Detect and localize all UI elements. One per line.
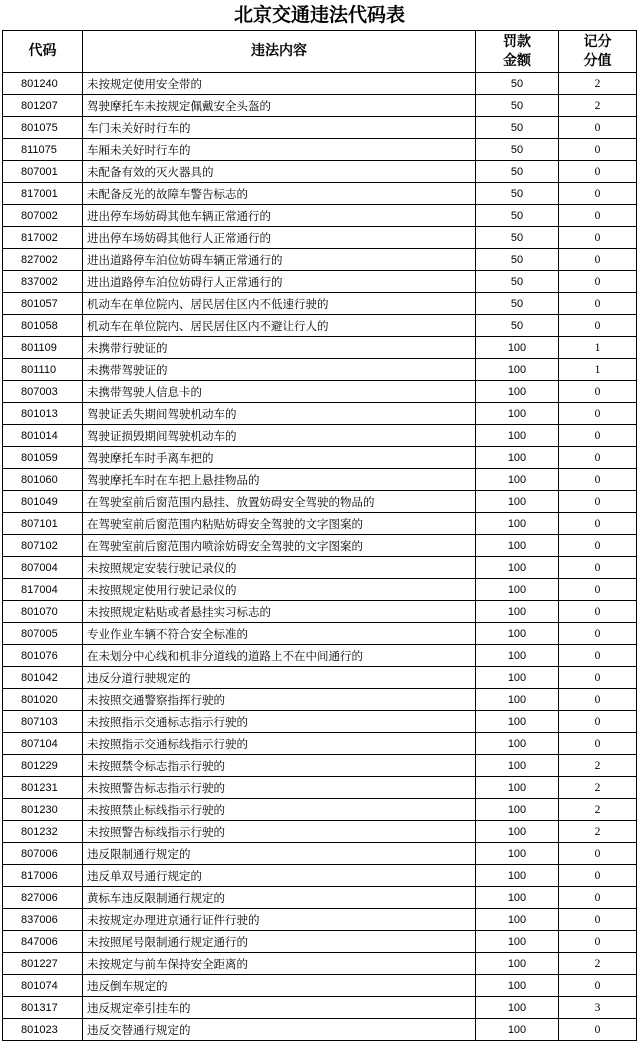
fine-amount: 100 xyxy=(476,755,559,777)
violation-code: 801060 xyxy=(3,469,83,491)
table-row xyxy=(3,997,637,1019)
violation-description: 未按照规定粘贴或者悬挂实习标志的 xyxy=(83,601,476,623)
penalty-points: 0 xyxy=(559,601,637,623)
violation-description: 机动车在单位院内、居民居住区内不低速行驶的 xyxy=(83,293,476,315)
penalty-points: 0 xyxy=(559,975,637,997)
penalty-points: 0 xyxy=(559,117,637,139)
violation-description: 未配备反光的故障车警告标志的 xyxy=(83,183,476,205)
violation-description: 未携带驾驶人信息卡的 xyxy=(83,381,476,403)
fine-amount: 50 xyxy=(476,249,559,271)
violation-code: 817001 xyxy=(3,183,83,205)
fine-amount: 50 xyxy=(476,117,559,139)
violation-description: 未按照规定安装行驶记录仪的 xyxy=(83,557,476,579)
penalty-points: 0 xyxy=(559,733,637,755)
violation-description: 未按照尾号限制通行规定通行的 xyxy=(83,931,476,953)
table-row xyxy=(3,381,637,403)
penalty-points: 2 xyxy=(559,95,637,117)
fine-amount: 100 xyxy=(476,799,559,821)
penalty-points: 0 xyxy=(559,249,637,271)
violation-code: 801109 xyxy=(3,337,83,359)
violation-code: 807002 xyxy=(3,205,83,227)
penalty-points: 0 xyxy=(559,491,637,513)
fine-amount: 100 xyxy=(476,557,559,579)
fine-amount: 50 xyxy=(476,293,559,315)
violation-code: 801231 xyxy=(3,777,83,799)
penalty-points: 0 xyxy=(559,1019,637,1041)
fine-amount: 100 xyxy=(476,733,559,755)
table-row xyxy=(3,711,637,733)
table-row xyxy=(3,227,637,249)
fine-amount: 100 xyxy=(476,645,559,667)
penalty-points: 2 xyxy=(559,755,637,777)
penalty-points: 0 xyxy=(559,887,637,909)
table-row xyxy=(3,777,637,799)
fine-amount: 100 xyxy=(476,777,559,799)
violation-code: 817002 xyxy=(3,227,83,249)
violation-code: 837002 xyxy=(3,271,83,293)
fine-amount: 100 xyxy=(476,909,559,931)
fine-amount: 100 xyxy=(476,403,559,425)
penalty-points: 0 xyxy=(559,403,637,425)
table-row xyxy=(3,733,637,755)
header-code: 代码 xyxy=(3,31,83,73)
penalty-points: 2 xyxy=(559,953,637,975)
violation-description: 机动车在单位院内、居民居住区内不避让行人的 xyxy=(83,315,476,337)
table-row xyxy=(3,755,637,777)
penalty-points: 2 xyxy=(559,799,637,821)
table-row xyxy=(3,425,637,447)
penalty-points: 2 xyxy=(559,821,637,843)
header-row xyxy=(3,31,637,73)
penalty-points: 0 xyxy=(559,689,637,711)
violation-code: 801074 xyxy=(3,975,83,997)
violation-code: 811075 xyxy=(3,139,83,161)
page-title: 北京交通违法代码表 xyxy=(233,4,405,26)
fine-amount: 100 xyxy=(476,931,559,953)
violation-code: 827002 xyxy=(3,249,83,271)
table-row xyxy=(3,513,637,535)
header-fine-line1: 罚款 xyxy=(503,33,531,50)
table-row xyxy=(3,821,637,843)
penalty-points: 0 xyxy=(559,425,637,447)
violation-description: 驾驶证丢失期间驾驶机动车的 xyxy=(83,403,476,425)
penalty-points: 0 xyxy=(559,865,637,887)
penalty-points: 0 xyxy=(559,381,637,403)
violation-description: 驾驶摩托车未按规定佩戴安全头盔的 xyxy=(83,95,476,117)
fine-amount: 100 xyxy=(476,381,559,403)
violation-description: 违反交替通行规定的 xyxy=(83,1019,476,1041)
fine-amount: 100 xyxy=(476,997,559,1019)
violation-description: 专业作业车辆不符合安全标准的 xyxy=(83,623,476,645)
fine-amount: 100 xyxy=(476,491,559,513)
fine-amount: 100 xyxy=(476,447,559,469)
violation-code: 801014 xyxy=(3,425,83,447)
violation-code: 807103 xyxy=(3,711,83,733)
fine-amount: 100 xyxy=(476,975,559,997)
penalty-points: 1 xyxy=(559,337,637,359)
fine-amount: 50 xyxy=(476,161,559,183)
fine-amount: 100 xyxy=(476,425,559,447)
violation-description: 车厢未关好时行车的 xyxy=(83,139,476,161)
violation-code: 817006 xyxy=(3,865,83,887)
table-row xyxy=(3,73,637,95)
violation-description: 未按照指示交通标线指示行驶的 xyxy=(83,733,476,755)
table-row xyxy=(3,667,637,689)
table-row xyxy=(3,469,637,491)
fine-amount: 100 xyxy=(476,623,559,645)
table-row xyxy=(3,843,637,865)
table-row xyxy=(3,315,637,337)
violation-code: 801057 xyxy=(3,293,83,315)
fine-amount: 100 xyxy=(476,601,559,623)
violation-description: 进出停车场妨碍其他车辆正常通行的 xyxy=(83,205,476,227)
penalty-points: 0 xyxy=(559,909,637,931)
violation-description: 未按照交通警察指挥行驶的 xyxy=(83,689,476,711)
violation-description: 未携带行驶证的 xyxy=(83,337,476,359)
table-row xyxy=(3,1019,637,1041)
penalty-points: 0 xyxy=(559,931,637,953)
violation-description: 车门未关好时行车的 xyxy=(83,117,476,139)
table-row xyxy=(3,689,637,711)
violation-code: 801075 xyxy=(3,117,83,139)
table-row xyxy=(3,249,637,271)
violation-code: 801232 xyxy=(3,821,83,843)
table-row xyxy=(3,953,637,975)
violation-description: 进出停车场妨碍其他行人正常通行的 xyxy=(83,227,476,249)
fine-amount: 100 xyxy=(476,513,559,535)
fine-amount: 100 xyxy=(476,535,559,557)
penalty-points: 0 xyxy=(559,293,637,315)
table-row xyxy=(3,447,637,469)
violation-description: 违反规定牵引挂车的 xyxy=(83,997,476,1019)
penalty-points: 0 xyxy=(559,271,637,293)
violation-description: 违反分道行驶规定的 xyxy=(83,667,476,689)
header-points xyxy=(559,31,637,73)
table-row xyxy=(3,909,637,931)
fine-amount: 100 xyxy=(476,689,559,711)
penalty-points: 0 xyxy=(559,205,637,227)
fine-amount: 100 xyxy=(476,469,559,491)
violation-code: 801058 xyxy=(3,315,83,337)
fine-amount: 50 xyxy=(476,315,559,337)
table-row xyxy=(3,205,637,227)
violation-description: 违反单双号通行规定的 xyxy=(83,865,476,887)
violation-code: 807003 xyxy=(3,381,83,403)
violation-code: 847006 xyxy=(3,931,83,953)
violation-code: 801059 xyxy=(3,447,83,469)
fine-amount: 100 xyxy=(476,821,559,843)
penalty-points: 0 xyxy=(559,139,637,161)
fine-amount: 50 xyxy=(476,73,559,95)
penalty-points: 0 xyxy=(559,843,637,865)
fine-amount: 100 xyxy=(476,359,559,381)
penalty-points: 0 xyxy=(559,645,637,667)
violation-description: 未携带驾驶证的 xyxy=(83,359,476,381)
violation-code: 801227 xyxy=(3,953,83,975)
violation-description: 驾驶摩托车时在车把上悬挂物品的 xyxy=(83,469,476,491)
violation-description: 未按照指示交通标志指示行驶的 xyxy=(83,711,476,733)
penalty-points: 0 xyxy=(559,183,637,205)
violation-code: 801049 xyxy=(3,491,83,513)
violation-description: 未按照规定使用行驶记录仪的 xyxy=(83,579,476,601)
fine-amount: 100 xyxy=(476,579,559,601)
penalty-points: 0 xyxy=(559,227,637,249)
penalty-points: 2 xyxy=(559,73,637,95)
header-description: 违法内容 xyxy=(83,31,476,73)
header-fine xyxy=(476,31,559,73)
violation-description: 未按照禁令标志指示行驶的 xyxy=(83,755,476,777)
table-row xyxy=(3,95,637,117)
fine-amount: 50 xyxy=(476,183,559,205)
fine-amount: 50 xyxy=(476,205,559,227)
fine-amount: 100 xyxy=(476,865,559,887)
penalty-points: 0 xyxy=(559,711,637,733)
violation-description: 在驾驶室前后窗范围内喷涂妨碍安全驾驶的文字图案的 xyxy=(83,535,476,557)
violation-description: 违反限制通行规定的 xyxy=(83,843,476,865)
table-row xyxy=(3,271,637,293)
table-row xyxy=(3,579,637,601)
header-points-line1: 记分 xyxy=(583,33,612,50)
violation-code: 801023 xyxy=(3,1019,83,1041)
table-row xyxy=(3,337,637,359)
table-row xyxy=(3,535,637,557)
violation-code: 807005 xyxy=(3,623,83,645)
violation-description: 违反倒车规定的 xyxy=(83,975,476,997)
violation-description: 未按照警告标线指示行驶的 xyxy=(83,821,476,843)
violation-code: 801229 xyxy=(3,755,83,777)
table-row xyxy=(3,975,637,997)
table-row xyxy=(3,557,637,579)
penalty-points: 0 xyxy=(559,623,637,645)
violation-code: 801020 xyxy=(3,689,83,711)
violation-code: 807101 xyxy=(3,513,83,535)
fine-amount: 50 xyxy=(476,95,559,117)
violation-table xyxy=(2,30,637,1041)
table-row xyxy=(3,183,637,205)
table-row xyxy=(3,293,637,315)
violation-description: 未按规定使用安全带的 xyxy=(83,73,476,95)
violation-description: 未按规定与前车保持安全距离的 xyxy=(83,953,476,975)
table-row xyxy=(3,887,637,909)
penalty-points: 0 xyxy=(559,579,637,601)
violation-code: 801110 xyxy=(3,359,83,381)
fine-amount: 100 xyxy=(476,1019,559,1041)
table-row xyxy=(3,117,637,139)
violation-code: 801013 xyxy=(3,403,83,425)
header-fine-line2: 金额 xyxy=(503,52,531,69)
fine-amount: 100 xyxy=(476,843,559,865)
violation-code: 817004 xyxy=(3,579,83,601)
fine-amount: 100 xyxy=(476,667,559,689)
violation-description: 在驾驶室前后窗范围内悬挂、放置妨碍安全驾驶的物品的 xyxy=(83,491,476,513)
table-row xyxy=(3,931,637,953)
violation-code: 807001 xyxy=(3,161,83,183)
violation-code: 801240 xyxy=(3,73,83,95)
violation-description: 未配备有效的灭火器具的 xyxy=(83,161,476,183)
penalty-points: 3 xyxy=(559,997,637,1019)
violation-code: 801230 xyxy=(3,799,83,821)
fine-amount: 100 xyxy=(476,337,559,359)
violation-description: 在驾驶室前后窗范围内粘贴妨碍安全驾驶的文字图案的 xyxy=(83,513,476,535)
fine-amount: 100 xyxy=(476,887,559,909)
penalty-points: 0 xyxy=(559,513,637,535)
violation-code: 801317 xyxy=(3,997,83,1019)
violation-description: 未按规定办理进京通行证件行驶的 xyxy=(83,909,476,931)
table-row xyxy=(3,799,637,821)
violation-code: 807004 xyxy=(3,557,83,579)
penalty-points: 1 xyxy=(559,359,637,381)
violation-description: 未按照警告标志指示行驶的 xyxy=(83,777,476,799)
penalty-points: 2 xyxy=(559,777,637,799)
table-row xyxy=(3,359,637,381)
fine-amount: 100 xyxy=(476,711,559,733)
table-row xyxy=(3,601,637,623)
violation-code: 827006 xyxy=(3,887,83,909)
table-row xyxy=(3,623,637,645)
penalty-points: 0 xyxy=(559,557,637,579)
penalty-points: 0 xyxy=(559,447,637,469)
violation-code: 807102 xyxy=(3,535,83,557)
table-row xyxy=(3,139,637,161)
fine-amount: 100 xyxy=(476,953,559,975)
penalty-points: 0 xyxy=(559,535,637,557)
violation-code: 801070 xyxy=(3,601,83,623)
table-body xyxy=(3,73,637,1041)
violation-code: 801207 xyxy=(3,95,83,117)
fine-amount: 50 xyxy=(476,139,559,161)
violation-description: 进出道路停车泊位妨碍行人正常通行的 xyxy=(83,271,476,293)
violation-description: 驾驶证损毁期间驾驶机动车的 xyxy=(83,425,476,447)
penalty-points: 0 xyxy=(559,469,637,491)
violation-description: 未按照禁止标线指示行驶的 xyxy=(83,799,476,821)
table-row xyxy=(3,491,637,513)
table-row xyxy=(3,161,637,183)
violation-description: 在未划分中心线和机非分道线的道路上不在中间通行的 xyxy=(83,645,476,667)
violation-code: 801076 xyxy=(3,645,83,667)
table-row xyxy=(3,403,637,425)
penalty-points: 0 xyxy=(559,667,637,689)
table-row xyxy=(3,865,637,887)
violation-code: 837006 xyxy=(3,909,83,931)
violation-code: 807104 xyxy=(3,733,83,755)
table-row xyxy=(3,645,637,667)
header-points-line2: 分值 xyxy=(583,52,612,69)
violation-code: 807006 xyxy=(3,843,83,865)
penalty-points: 0 xyxy=(559,161,637,183)
violation-code: 801042 xyxy=(3,667,83,689)
fine-amount: 50 xyxy=(476,227,559,249)
violation-description: 黄标车违反限制通行规定的 xyxy=(83,887,476,909)
violation-description: 进出道路停车泊位妨碍车辆正常通行的 xyxy=(83,249,476,271)
violation-description: 驾驶摩托车时手离车把的 xyxy=(83,447,476,469)
penalty-points: 0 xyxy=(559,315,637,337)
fine-amount: 50 xyxy=(476,271,559,293)
